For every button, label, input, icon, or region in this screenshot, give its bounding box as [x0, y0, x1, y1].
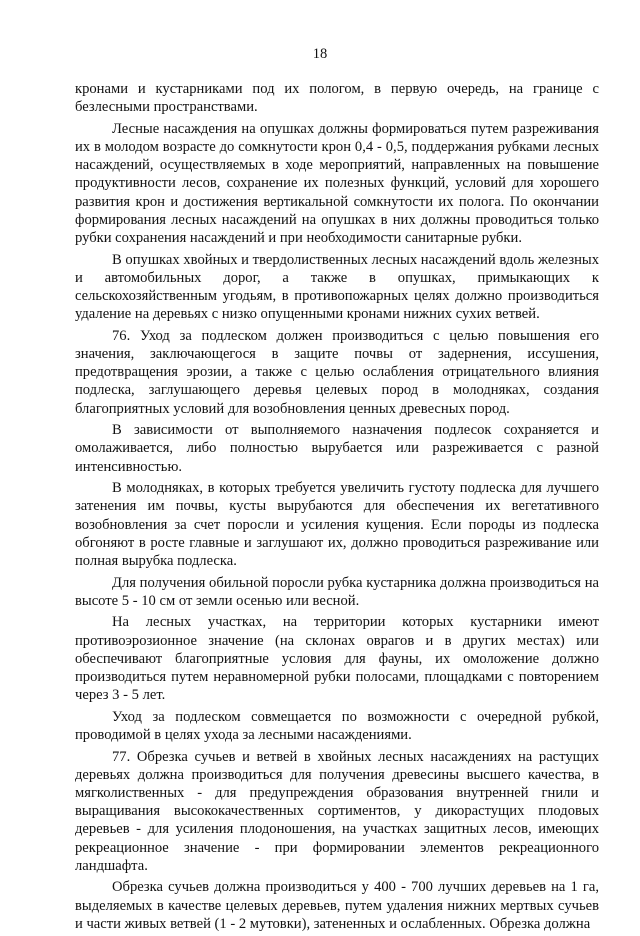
- document-body: [75, 80, 599, 936]
- paragraph: В зависимости от выполняемого назначения подлесок сохраняется и омолаживается, либо полностью вырубается или разреживается с разной интенсивностью.: [75, 422, 599, 475]
- paragraph: В молодняках, в которых требуется увеличить густоту подлеска для лучшего затенения им почвы, кусты вырубаются для обеспечения их вегетативного возобновления за счет поросли и усиления кущения. Если породы из подлеска обгоняют в росте главные и заглушают их, должно проводиться разреживание или полная вырубка подлеска.: [75, 480, 599, 570]
- paragraph: кронами и кустарниками под их пологом, в первую очередь, на границе с безлесными пространствами.: [75, 81, 599, 116]
- paragraph: Лесные насаждения на опушках должны формироваться путем разреживания их в молодом возрасте до сомкнутости крон 0,4 - 0,5, поддержания рубками лесных насаждений, осуществляемых в ходе мероприятий, направленных на повышение продуктивности лесов, сохранение их полезных функций, условий для хорошего развития крон и достижения вертикальной сомкнутости их полога. По окончании формирования лесных насаждений на опушках в них должны проводиться только рубки сохранения насаждений и при необходимости санитарные рубки.: [75, 120, 599, 247]
- paragraph: Обрезка сучьев должна производиться у 400 - 700 лучших деревьев на 1 га, выделяемых в качестве целевых деревьев, путем удаления нижних мертвых сучьев и части живых ветвей (1 - 2 мутовки), затененных и ослабленных. Обрезка должна: [75, 879, 599, 932]
- paragraph: Уход за подлеском совмещается по возможности с очередной рубкой, проводимой в целях ухода за лесными насаждениями.: [75, 708, 599, 744]
- paragraph: 77. Обрезка сучьев и ветвей в хвойных лесных насаждениях на растущих деревьях должна производиться для получения древесины высшего качества, в мягколиственных - для предупреждения образования внутренней гнили и выращивания высококачественных сортиментов, у дикорастущих плодовых деревьев - для усиления плодоношения, на участках защитных лесов, имеющих рекреационное значение - при формировании элементов рекреационного ландшафта.: [75, 748, 599, 874]
- paragraph: В опушках хвойных и твердолиственных лесных насаждений вдоль железных и автомобильных дорог, а также в опушках, примыкающих к сельскохозяйственным угодьям, в противопожарных целях должно производиться удаление на деревьях с низко опущенными кронами нижних сухих ветвей.: [75, 251, 599, 323]
- paragraph: 76. Уход за подлеском должен производиться с целью повышения его значения, заключающегося в защите почвы от задернения, иссушения, предотвращения эрозии, а также с целью ослабления отрицательного влияния подлеска, заглушающего деревья целевых пород в молодняках, создания благоприятных условий для возобновления ценных древесных пород.: [75, 327, 599, 417]
- paragraph: Для получения обильной поросли рубка кустарника должна производиться на высоте 5 - 10 см от земли осенью или весной.: [75, 574, 599, 609]
- page-number: 18: [312, 46, 328, 62]
- paragraph: На лесных участках, на территории которых кустарники имеют противоэрозионное значение (на склонах оврагов и в других местах) или обеспечивают благоприятные условия для фауны, их омоложение должно производиться путем неравномерной рубки полосами, площадками с повторением через 3 - 5 лет.: [75, 614, 599, 704]
